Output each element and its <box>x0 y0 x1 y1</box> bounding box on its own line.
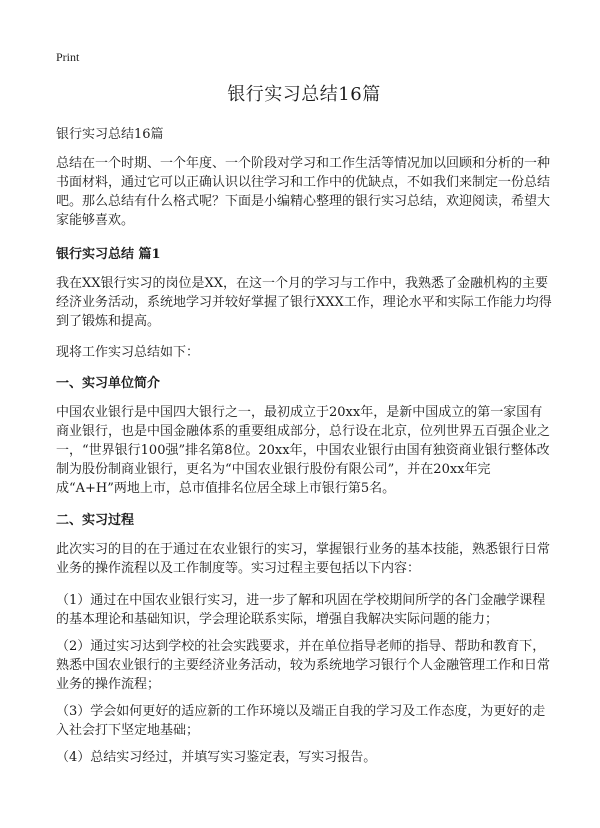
section-2-intro: 此次实习的目的在于通过在农业银行的实习，掌握银行业务的基本技能，熟悉银行日常业务的操作流程以及工作制度等。实习过程主要包括以下内容： <box>56 542 551 576</box>
section-2-heading: 二、实习过程 <box>56 513 135 528</box>
print-link[interactable]: Print <box>56 50 80 64</box>
section-1-text: 中国农业银行是中国四大银行之一，最初成立于20xx年，是新中国成立的第一家国有商业银行，也是中国金融体系的重要组成部分，总行设在北京，位列世界五百强企业之一，“世界银行100强”排名第8位。20xx年，中国农业银行由国有独资商业银行整体改制为股份制商业银行，更名为“中国农业银行股份有限公司”，并在20xx年完成“A+H”两地上市，总市值排名位居全球上市银行第5名。 <box>56 405 551 496</box>
section-1-heading: 一、实习单位简介 <box>56 376 161 391</box>
list-item: （1）通过在中国农业银行实习，进一步了解和巩固在学校期间所学的各门金融学课程的基本理论和基础知识，学会理论联系实际，增强自我解决实际问题的能力； <box>56 593 546 627</box>
intro-paragraph: 总结在一个时期、一个年度、一个阶段对学习和工作生活等情况加以回顾和分析的一种书面材料，通过它可以正确认识以往学习和工作中的优缺点，不如我们来制定一份总结吧。那么总结有什么格式呢？下面是小编精心整理的银行实习总结，欢迎阅读，希望大家能够喜欢。 <box>56 156 551 228</box>
list-item: （4）总结实习经过，并填写实习鉴定表，写实习报告。 <box>56 750 377 765</box>
list-item: （2）通过实习达到学校的社会实践要求，并在单位指导老师的指导、帮助和教育下，熟悉中国农业银行的主要经济业务活动，较为系统地学习银行个人金融管理工作和日常业务的操作流程； <box>56 639 551 692</box>
paragraph-2: 现将工作实习总结如下： <box>56 345 200 360</box>
page-title: 银行实习总结16篇 <box>227 84 381 105</box>
list-item: （3）学会如何更好的适应新的工作环境以及端正自我的学习及工作态度，为更好的走入社会打下坚定地基础； <box>56 704 546 738</box>
paragraph-1: 我在XX银行实习的岗位是XX，在这一个月的学习与工作中，我熟悉了金融机构的主要经济业务活动，系统地学习并较好掌握了银行XXX工作，理论水平和实际工作能力均得到了锻炼和提高。 <box>56 276 552 329</box>
document-subtitle: 银行实习总结16篇 <box>56 127 164 142</box>
article-heading: 银行实习总结 篇1 <box>56 247 161 262</box>
document-body <box>56 80 552 775</box>
